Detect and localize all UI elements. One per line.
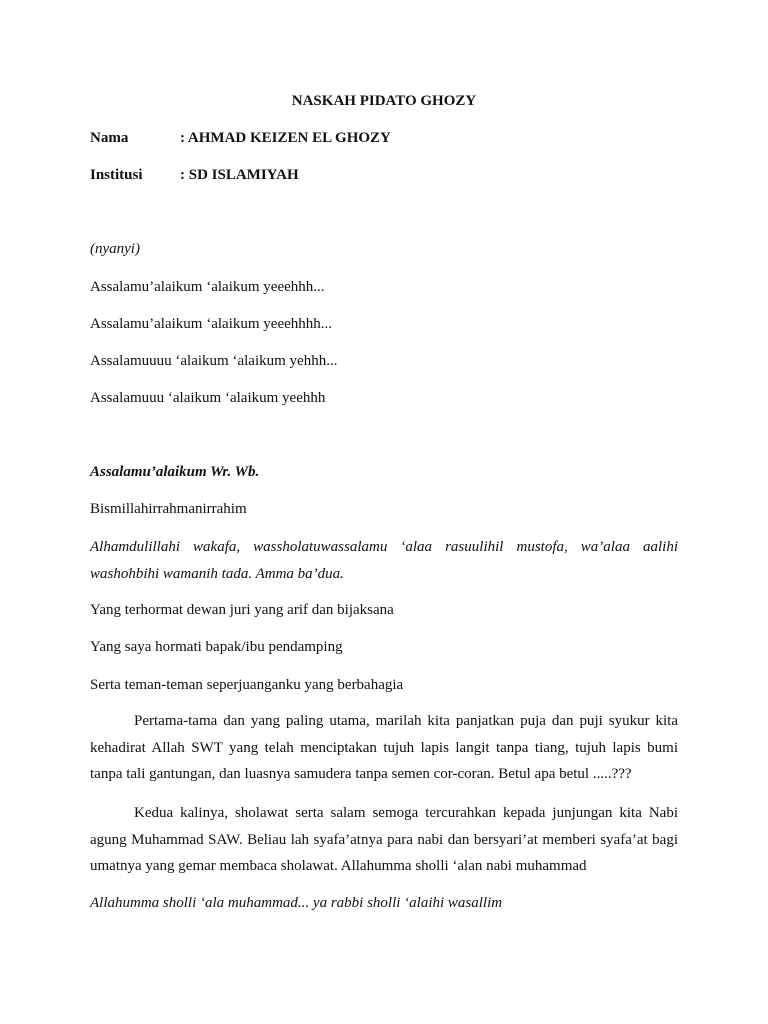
nama-label: Nama <box>90 130 129 146</box>
song-line: Assalamuuuu ‘alaikum ‘alaikum yehhh... <box>90 353 338 369</box>
song-line: Assalamuuu ‘alaikum ‘alaikum yeehhh <box>90 390 326 406</box>
song-line: Assalamu’alaikum ‘alaikum yeeehhh... <box>90 279 325 295</box>
nama-value: : AHMAD KEIZEN EL GHOZY <box>180 130 391 146</box>
salutation-line: Yang terhormat dewan juri yang arif dan bijaksana <box>90 602 394 618</box>
document-title: NASKAH PIDATO GHOZY <box>291 93 477 109</box>
nyanyi-note: (nyanyi) <box>90 241 140 257</box>
nama-field <box>90 130 391 147</box>
greeting: Assalamu’alaikum Wr. Wb. <box>90 464 260 480</box>
institusi-field <box>90 167 299 184</box>
bismillah: Bismillahirrahmanirrahim <box>90 501 247 517</box>
hamdalah-paragraph: Alhamdulillahi wakafa, wassholatuwassalamu ‘alaa rasuulihil mustofa, wa’alaa aalihi washohbihi wamanih tada. Amma ba’dua. <box>90 539 678 582</box>
salutation-line: Serta teman-teman seperjuanganku yang berbahagia <box>90 677 404 693</box>
opening-paragraph: Pertama-tama dan yang paling utama, marilah kita panjatkan puja dan puji syukur kita kehadirat Allah SWT yang telah menciptakan tujuh lapis langit tanpa tiang, tujuh lapis bumi tanpa tali gantungan, dan luasnya samudera tanpa semen cor-coran. Betul apa betul .....??? <box>90 713 678 782</box>
closing-line: Allahumma sholli ‘ala muhammad... ya rabbi sholli ‘alaihi wasallim <box>90 895 503 911</box>
institusi-label: Institusi <box>90 167 143 183</box>
sholawat-paragraph: Kedua kalinya, sholawat serta salam semoga tercurahkan kepada junjungan kita Nabi agung Muhammad SAW. Beliau lah syafa’atnya para nabi dan bersyari’at memberi syafa’at bagi umatnya yang gemar membaca sholawat. Allahumma sholli ‘alan nabi muhammad <box>90 805 678 874</box>
salutation-line: Yang saya hormati bapak/ibu pendamping <box>90 639 343 655</box>
song-line: Assalamu’alaikum ‘alaikum yeeehhhh... <box>90 316 333 332</box>
institusi-value: : SD ISLAMIYAH <box>180 167 299 183</box>
